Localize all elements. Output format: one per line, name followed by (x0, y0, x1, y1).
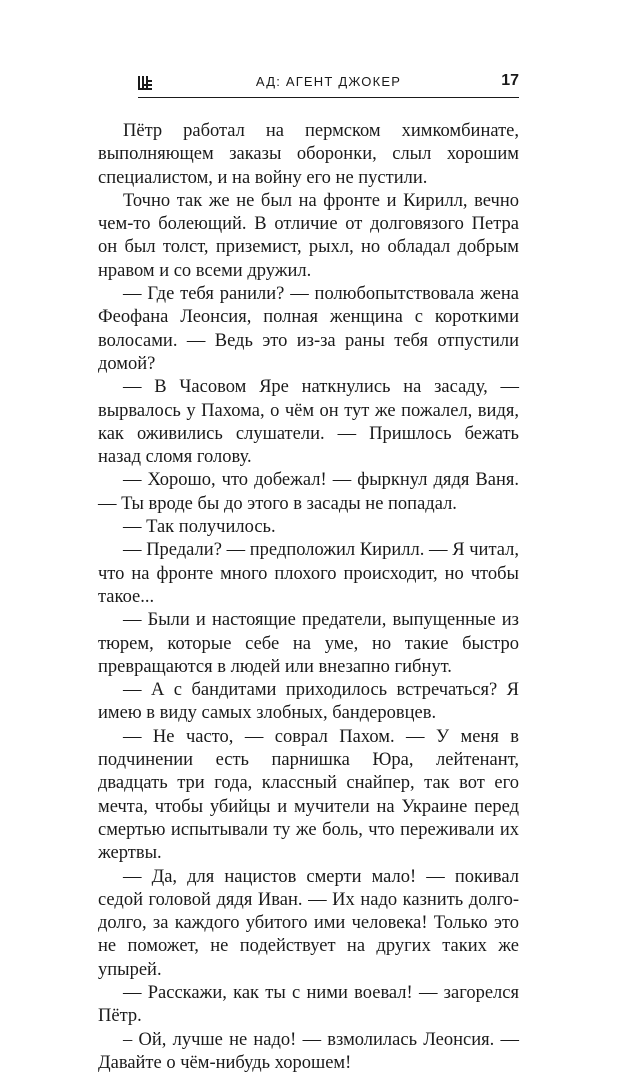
page-header (138, 70, 519, 100)
paragraph: — Расскажи, как ты с ними воевал! — загорелся Пётр. (98, 982, 519, 1027)
page-number: 17 (501, 72, 519, 89)
paragraph: Пётр работал на пермском химкомбинате, выполняющем заказы оборонки, слыл хорошим специалистом, и на войну его не пустили. (98, 121, 519, 188)
paragraph: — Не часто, — соврал Пахом. — У меня в подчинении есть парнишка Юра, лейтенант, двадцать три года, классный снайпер, так вот его мечта, чтобы убийцы и мучители на Украине перед смертью испытывали ту же боль, что переживали их жертвы. (98, 726, 519, 864)
paragraph: — Предали? — предположил Кирилл. — Я читал, что на фронте много плохого происходит, но чтобы такое... (98, 540, 519, 607)
paragraph: Точно так же не был на фронте и Кирилл, вечно чем-то болеющий. В отличие от долговязого Петра он был толст, приземист, рыхл, но обладал добрым нравом и со всеми дружил. (98, 190, 519, 281)
paragraph: — Где тебя ранили? — полюбопытствовала жена Феофана Леонсия, полная женщина с короткими волосами. — Ведь это из-за раны тебя отпустили домой? (98, 284, 519, 374)
paragraph: — А с бандитами приходилось встречаться? Я имею в виду самых злобных, бандеровцев. (98, 680, 519, 724)
paragraph: — Так получилось. (123, 517, 276, 538)
paragraph: — Да, для нацистов смерти мало! — покивал седой головой дядя Иван. — Их надо казнить долго-долго, за каждого убитого ими человека! Только это не поможет, не подействует на других таких же упырей. (98, 866, 519, 980)
paragraph: — Хорошо, что добежал! — фыркнул дядя Ваня. — Ты вроде бы до этого в засады не попадал. (98, 470, 519, 514)
paragraph: – Ой, лучше не надо! — взмолилась Леонсия. — Давайте о чём-нибудь хорошем! (98, 1029, 519, 1073)
header-rule (138, 97, 519, 98)
paragraph: — Были и настоящие предатели, выпущенные из тюрем, которые себе на уме, но такие быстро превращаются в людей или внезапно гибнут. (98, 610, 519, 677)
body-text (98, 120, 519, 1075)
running-title: АД: АГЕНТ ДЖОКЕР (255, 74, 402, 89)
paragraph: — В Часовом Яре наткнулись на засаду, — вырвалось у Пахома, о чём он тут же пожалел, видя, как оживились слушатели. — Пришлось бежать назад сломя голову. (98, 377, 519, 468)
